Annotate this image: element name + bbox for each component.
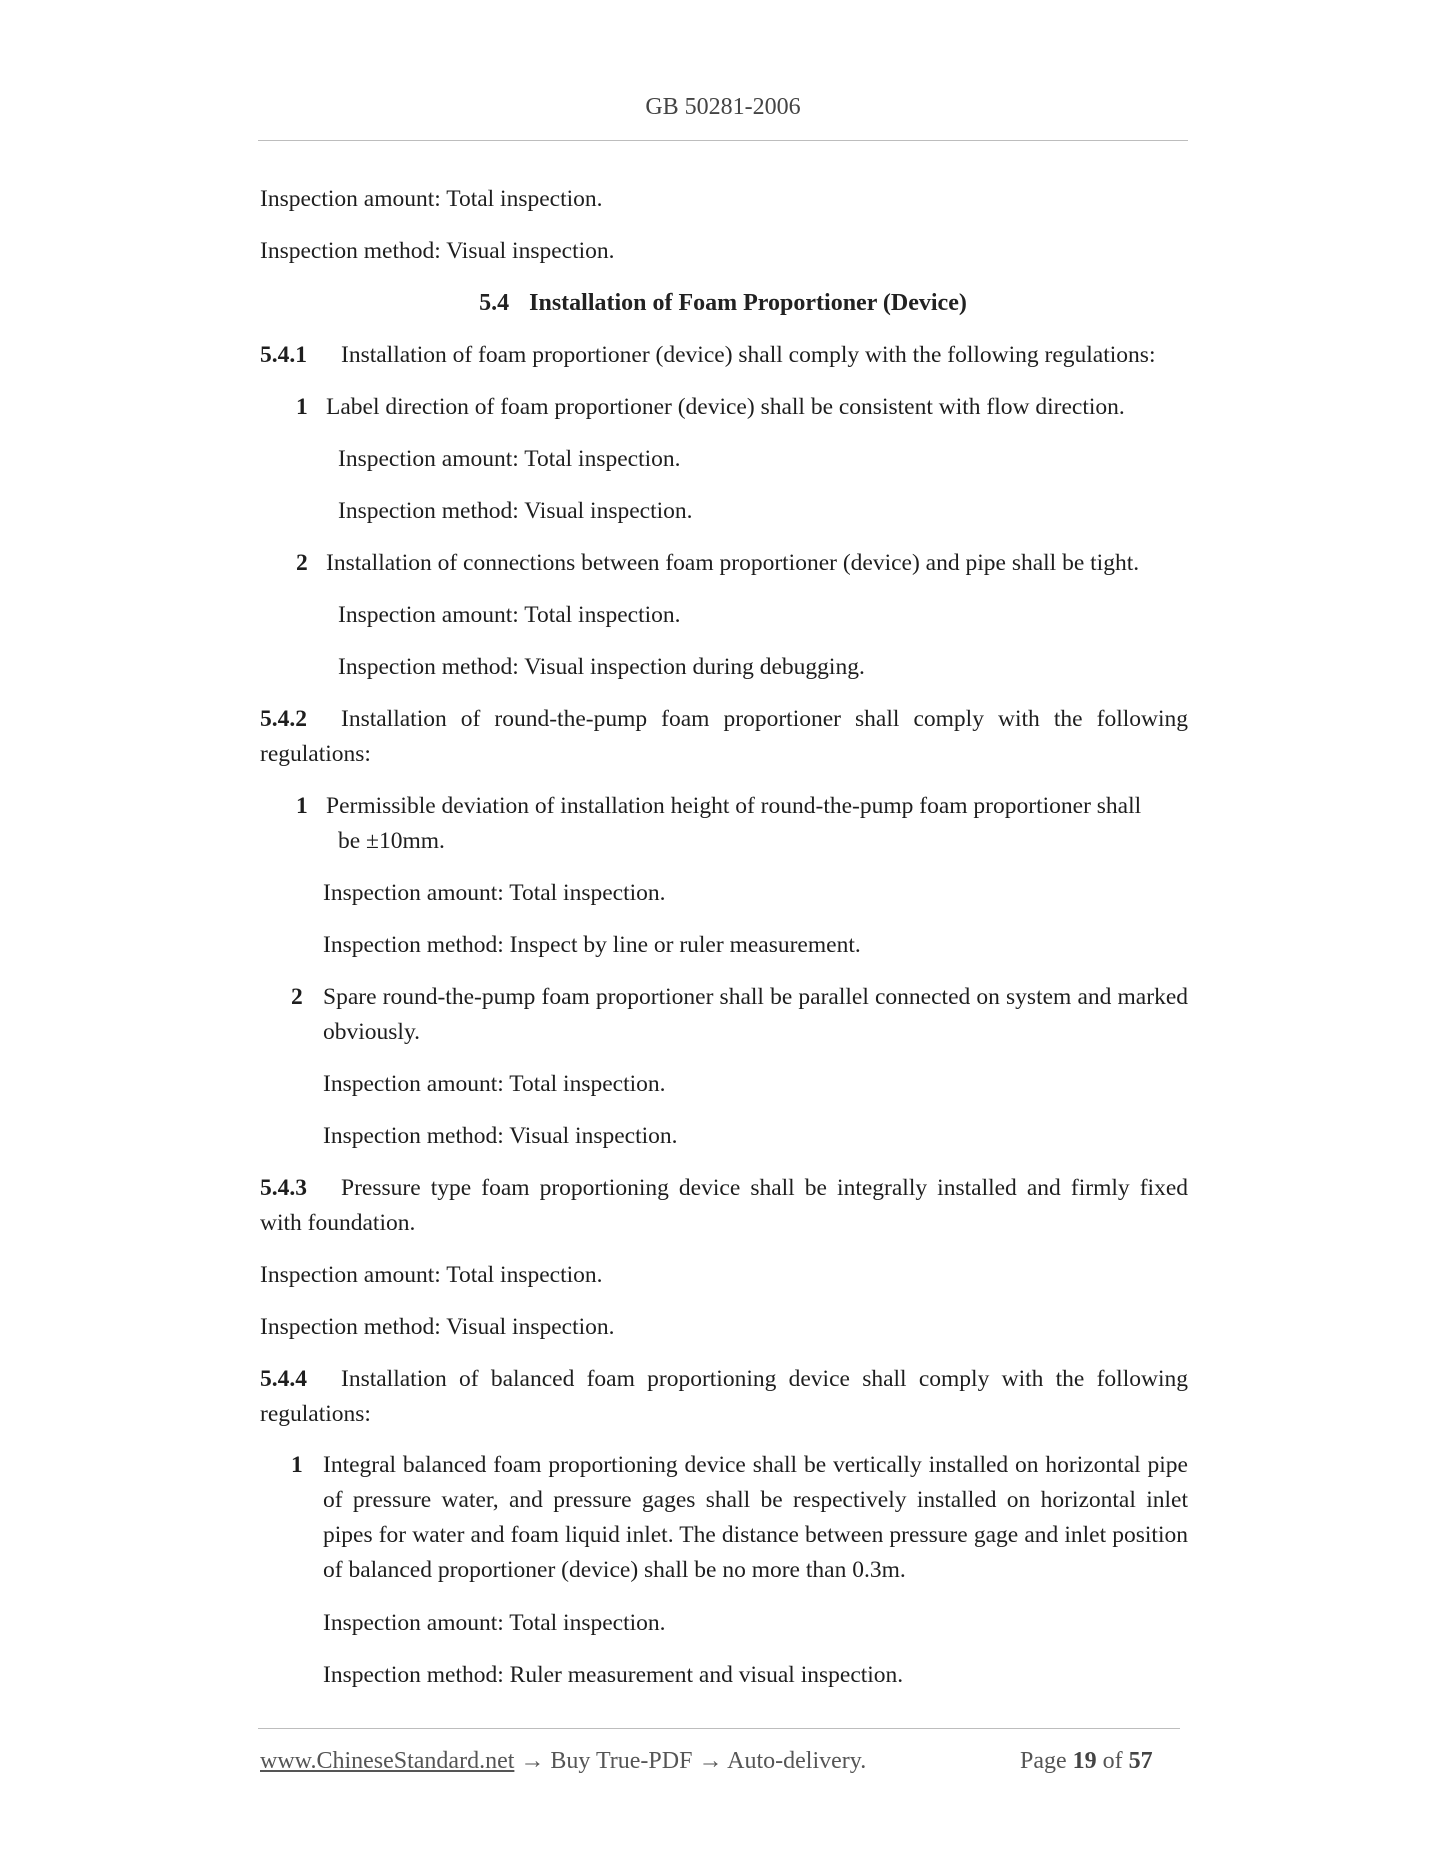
clause-text: Installation of balanced foam proportioning device shall comply with the following regulations: xyxy=(260,1366,1188,1427)
clause-number: 5.4.3 xyxy=(260,1175,307,1201)
item-number: 1 xyxy=(296,394,308,420)
total-pages: 57 xyxy=(1128,1748,1153,1774)
item-text: Label direction of foam proportioner (device) shall be consistent with flow direction. xyxy=(326,394,1125,420)
clause-5-4-1-item-1 xyxy=(296,390,1188,425)
buy-pdf-text: Buy True-PDF xyxy=(550,1748,693,1774)
clause-number: 5.4.1 xyxy=(260,342,307,368)
item-text-continued: be ±10mm. xyxy=(338,828,445,854)
of-label: of xyxy=(1102,1748,1123,1774)
clause-number: 5.4.2 xyxy=(260,706,307,732)
page-number xyxy=(1020,1748,1153,1775)
inspection-method: Inspection method: Inspect by line or ruler measurement. xyxy=(323,932,861,958)
inspection-amount: Inspection amount: Total inspection. xyxy=(338,446,681,472)
item-number: 2 xyxy=(291,984,303,1010)
auto-delivery-text: Auto-delivery. xyxy=(727,1748,867,1774)
item-number: 1 xyxy=(296,793,308,819)
page-label: Page xyxy=(1020,1748,1067,1774)
clause-5-4-3 xyxy=(260,1171,1188,1241)
clause-5-4-2-item-1 xyxy=(296,789,1188,824)
footer-promo xyxy=(260,1748,866,1775)
inspection-method: Inspection method: Visual inspection. xyxy=(323,1123,678,1149)
section-heading xyxy=(258,290,1188,317)
item-text: Integral balanced foam proportioning device shall be vertically installed on horizontal pipe of pressure water, and pressure gages shall be respectively installed on horizontal inlet pipes for water and foam liquid inlet. The distance between pressure gage and inlet position of balanced proportioner (device) shall be no more than 0.3m. xyxy=(323,1452,1188,1583)
inspection-method: Inspection method: Visual inspection. xyxy=(260,1314,615,1340)
item-number: 1 xyxy=(291,1452,303,1478)
clause-text: Installation of round-the-pump foam proportioner shall comply with the following regulations: xyxy=(260,706,1188,767)
inspection-method: Inspection method: Visual inspection during debugging. xyxy=(338,654,865,680)
inspection-method: Inspection method: Visual inspection. xyxy=(338,498,693,524)
inspection-amount: Inspection amount: Total inspection. xyxy=(323,880,666,906)
inspection-amount: Inspection amount: Total inspection. xyxy=(338,602,681,628)
clause-number: 5.4.4 xyxy=(260,1366,307,1392)
current-page: 19 xyxy=(1072,1748,1097,1774)
arrow-icon: → xyxy=(520,1748,545,1774)
clause-5-4-4 xyxy=(260,1362,1188,1432)
inspection-method: Inspection method: Visual inspection. xyxy=(260,238,615,264)
item-text: Installation of connections between foam proportioner (device) and pipe shall be tight. xyxy=(326,550,1140,576)
inspection-amount: Inspection amount: Total inspection. xyxy=(260,186,603,212)
clause-5-4-2 xyxy=(260,702,1188,772)
clause-text: Installation of foam proportioner (device) shall comply with the following regulations: xyxy=(341,342,1156,368)
inspection-amount: Inspection amount: Total inspection. xyxy=(323,1610,666,1636)
inspection-method: Inspection method: Ruler measurement and visual inspection. xyxy=(323,1662,904,1688)
inspection-amount: Inspection amount: Total inspection. xyxy=(323,1071,666,1097)
page-header: GB 50281-2006 xyxy=(645,94,801,120)
item-text: Permissible deviation of installation height of round-the-pump foam proportioner shall xyxy=(326,793,1142,819)
section-number: 5.4 xyxy=(479,290,510,316)
section-title: Installation of Foam Proportioner (Device) xyxy=(529,290,967,316)
site-link[interactable]: www.ChineseStandard.net xyxy=(260,1748,515,1774)
item-text: Spare round-the-pump foam proportioner shall be parallel connected on system and marked obviously. xyxy=(323,984,1188,1045)
footer-divider xyxy=(258,1728,1180,1729)
clause-text: Pressure type foam proportioning device shall be integrally installed and firmly fixed with foundation. xyxy=(260,1175,1188,1236)
clause-5-4-1 xyxy=(260,338,1188,373)
item-number: 2 xyxy=(296,550,308,576)
clause-5-4-1-item-2 xyxy=(296,546,1188,581)
arrow-icon: → xyxy=(698,1748,723,1774)
inspection-amount: Inspection amount: Total inspection. xyxy=(260,1262,603,1288)
header-divider xyxy=(258,140,1188,141)
